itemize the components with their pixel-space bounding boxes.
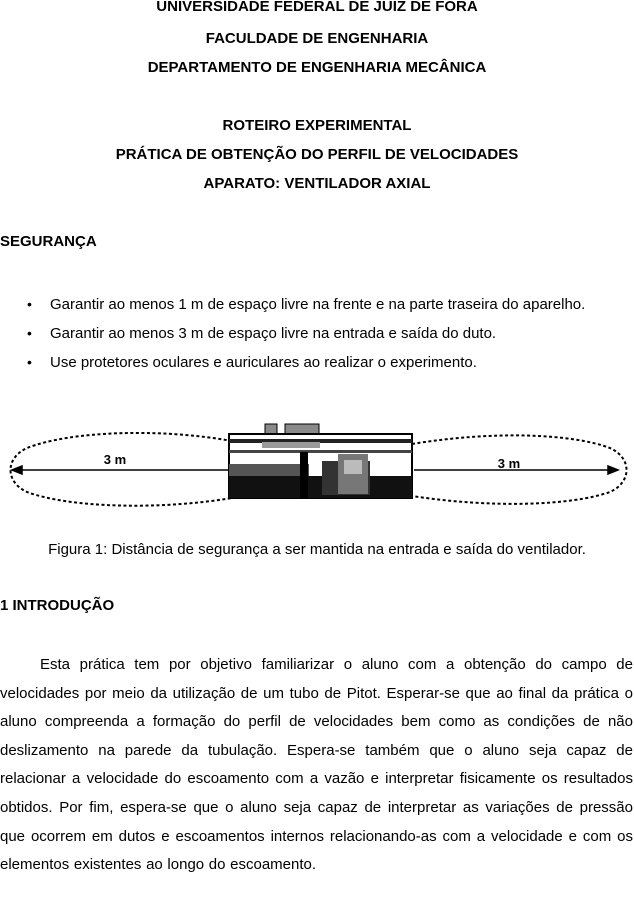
faculty-title: FACULDADE DE ENGENHARIA — [205, 30, 429, 47]
left-distance-label: 3 m — [103, 452, 127, 467]
left-dimension-arrow — [12, 466, 230, 474]
safety-item: • Use protetores oculares e auriculares ao realizar o experimento. — [27, 348, 585, 377]
safety-list — [27, 290, 585, 377]
apparatus-title: APARATO: VENTILADOR AXIAL — [203, 175, 431, 192]
right-distance-label: 3 m — [497, 456, 521, 471]
safety-distance-figure — [0, 406, 634, 532]
practice-title: PRÁTICA DE OBTENÇÃO DO PERFIL DE VELOCIDADES — [115, 146, 519, 163]
doc-type-title: ROTEIRO EXPERIMENTAL — [222, 117, 412, 134]
safety-heading: SEGURANÇA — [0, 233, 97, 250]
figure-caption: Figura 1: Distância de segurança a ser mantida na entrada e saída do ventilador. — [48, 541, 586, 558]
fan-apparatus — [229, 424, 412, 498]
department-title: DEPARTAMENTO DE ENGENHARIA MECÂNICA — [147, 59, 487, 76]
intro-heading: 1 INTRODUÇÃO — [0, 597, 115, 614]
safety-item: • Garantir ao menos 3 m de espaço livre na entrada e saída do duto. — [27, 319, 585, 348]
safety-item: • Garantir ao menos 1 m de espaço livre na frente e na parte traseira do aparelho. — [27, 290, 585, 319]
university-title: UNIVERSIDADE FEDERAL DE JUIZ DE FORA — [156, 0, 478, 15]
intro-paragraph: Esta prática tem por objetivo familiarizar o aluno com a obtenção do campo de velocidades por meio da utilização de um tubo de Pitot. Esperar-se que ao final da prática o aluno compreenda a formação do perfil de velocidades bem como as condições de não deslizamento na parede da tubulação. Espera-se também que o aluno seja capaz de relacionar a velocidade do escoamento com a vazão e interpretar fisicamente os resultados obtidos. Por fim, espera-se que o aluno seja capaz de interpretar as variações de pressão que ocorrem em dutos e escoamentos internos relacionando-as com a velocidade e com os elementos existentes ao longo do escoamento. — [0, 656, 633, 874]
